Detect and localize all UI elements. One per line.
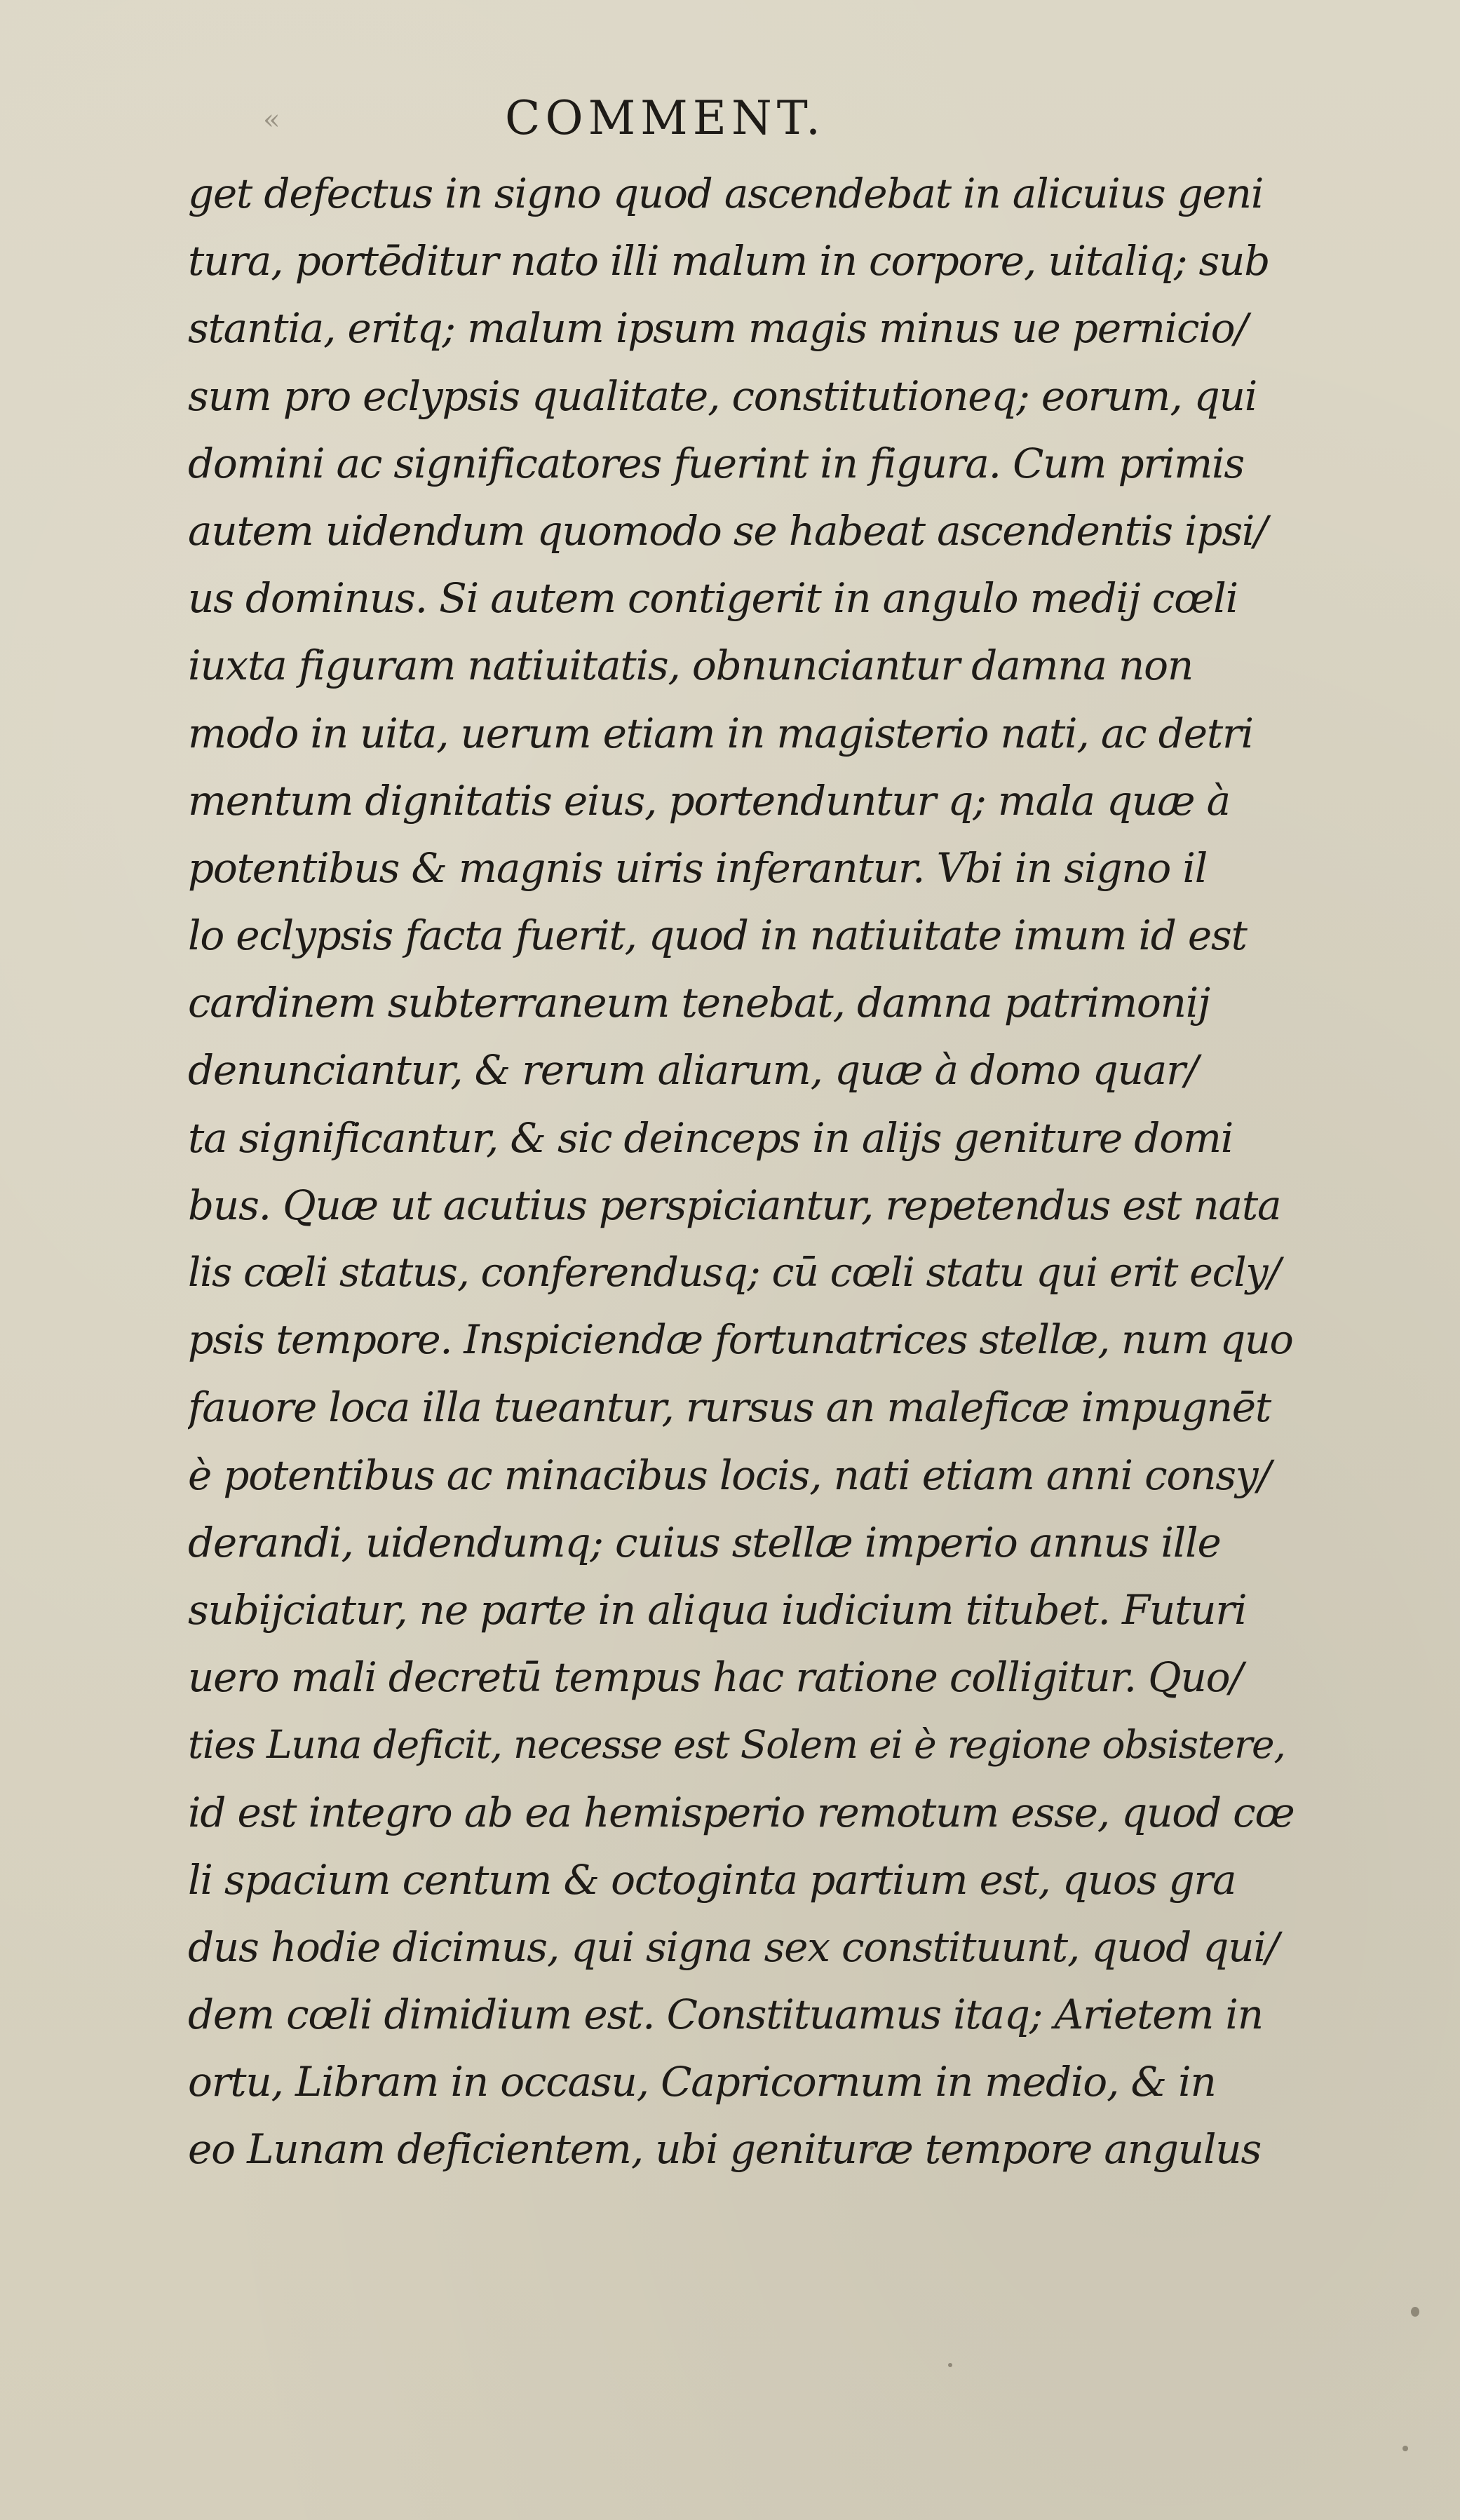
ink-speck <box>1402 2446 1408 2451</box>
text-line-3: stantia, eritq; malum ipsum magis minus ue pernicio/ <box>188 304 1248 353</box>
text-line-13: cardinem subterraneum tenebat, damna patrimonij <box>188 979 1210 1027</box>
text-line-4: sum pro eclypsis qualitate, constitutioneq; eorum, qui <box>188 372 1257 420</box>
text-line-25: id est integro ab ea hemisperio remotum esse, quod cœ <box>188 1788 1295 1836</box>
text-line-8: iuxta figuram natiuitatis, obnunciantur damna non <box>188 642 1194 690</box>
text-line-21: derandi, uidendumq; cuius stellæ imperio annus ille <box>188 1518 1221 1566</box>
text-line-10: mentum dignitatis eius, portenduntur q; mala quæ à <box>188 776 1230 825</box>
text-line-26: li spacium centum & octoginta partium est, quos gra <box>188 1855 1236 1904</box>
running-head: COMMENT. <box>505 91 825 145</box>
text-line-28: dem cœli dimidium est. Constituamus itaq; Arietem in <box>188 1991 1263 2039</box>
text-line-6: autem uidendum quomodo se habeat ascendentis ipsi/ <box>188 506 1267 555</box>
text-line-20: è potentibus ac minacibus locis, nati etiam anni consy/ <box>188 1451 1271 1499</box>
text-line-16: bus. Quæ ut acutius perspiciantur, repetendus est nata <box>188 1181 1281 1229</box>
text-line-27: dus hodie dicimus, qui signa sex constituunt, quod qui/ <box>188 1923 1279 1971</box>
text-line-30: eo Lunam deficientem, ubi genituræ tempore angulus <box>188 2125 1262 2174</box>
text-line-14: denunciantur, & rerum aliarum, quæ à domo quar/ <box>188 1046 1198 1095</box>
body-text <box>188 160 1296 2183</box>
head-ornament: « <box>263 104 280 136</box>
text-line-2: tura, portēditur nato illi malum in corpore, uitaliq; sub <box>188 237 1270 285</box>
text-line-7: us dominus. Si autem contigerit in angulo medij cœli <box>188 574 1238 623</box>
text-line-22: subijciatur, ne parte in aliqua iudicium titubet. Futuri <box>188 1585 1247 1634</box>
text-line-5: domini ac significatores fuerint in figura. Cum primis <box>188 439 1244 487</box>
text-line-15: ta significantur, & sic deinceps in alijs geniture domi <box>188 1113 1233 1162</box>
text-line-11: potentibus & magnis uiris inferantur. Vbi in signo il <box>188 844 1208 892</box>
text-line-1: get defectus in signo quod ascendebat in alicuius geni <box>188 170 1264 217</box>
text-line-12: lo eclypsis facta fuerit, quod in natiuitate imum id est <box>188 912 1247 960</box>
text-line-17: lis cœli status, conferendusq; cū cœli statu qui erit ecly/ <box>188 1249 1280 1296</box>
text-line-19: fauore loca illa tueantur, rursus an maleficæ impugnēt <box>188 1383 1271 1432</box>
text-line-23: uero mali decretū tempus hac ratione colligitur. Quo/ <box>188 1653 1243 1702</box>
text-line-18: psis tempore. Inspiciendæ fortunatrices stellæ, num quo <box>188 1317 1293 1364</box>
ink-speck <box>948 2363 952 2367</box>
ink-speck <box>1411 2307 1419 2317</box>
text-line-9: modo in uita, uerum etiam in magisterio nati, ac detri <box>188 709 1253 757</box>
text-line-29: ortu, Libram in occasu, Capricornum in medio, & in <box>188 2058 1216 2106</box>
text-line-24: ties Luna deficit, necesse est Solem ei è regione obsistere, <box>188 1722 1285 1768</box>
